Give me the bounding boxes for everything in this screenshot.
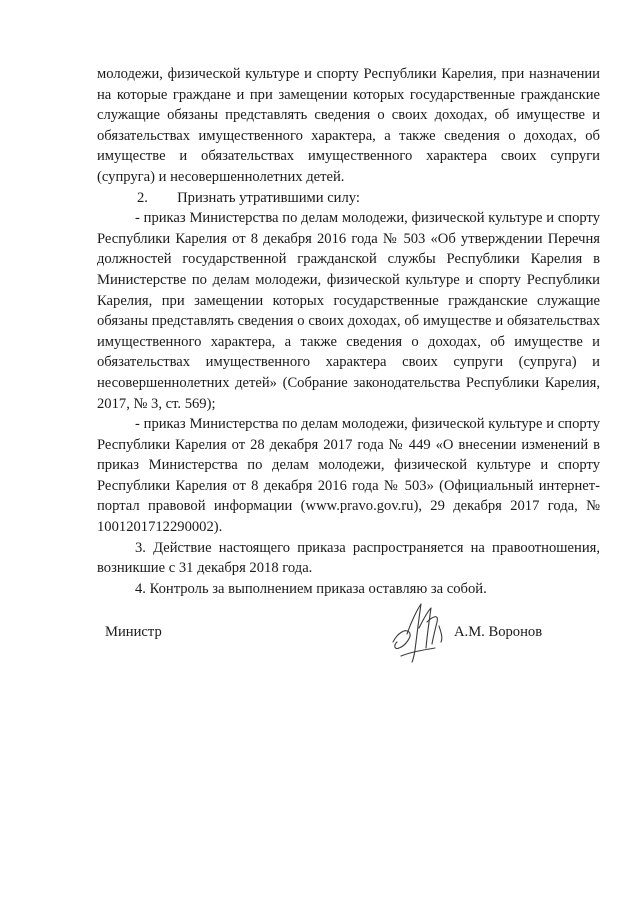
paragraph-order-449: - приказ Министерства по делам молодежи, физической культуре и спорту Республики Карелия от 28 декабря 2017 года № 449 «О внесении изменений в приказ Министерства по делам молодежи, физической культуре и спорту Республики Карелия от 8 декабря 2016 года № 503» (Официальный интернет-портал правовой информации (www.pravo.gov.ru), 29 декабря 2017 года, № 1001201712290002). (97, 416, 600, 536)
paragraph-item-2: 2. Признать утратившими силу: (137, 189, 360, 206)
paragraph-item-4: 4. Контроль за выполнением приказа оставляю за собой. (135, 580, 487, 597)
handwritten-signature (383, 598, 463, 668)
signatory-title: Министр (105, 624, 162, 640)
paragraph-order-503: - приказ Министерства по делам молодежи, физической культуре и спорту Республики Карелия от 8 декабря 2016 года № 503 «Об утверждении Перечня должностей государственной гражданской службы Республики Карелия в Министерстве по делам молодежи, физической культуре и спорту Республики Карелия, при замещении которых государственные гражданские служащие обязаны представлять сведения о своих доходах, об имуществе и обязательствах имущественного характера, а также сведения о доходах, об имуществе и обязательствах имущественного характера своих супруги (супруга) и несовершеннолетних детей» (Собрание законодательства Республики Карелия, 2017, № 3, ст. 569); (97, 210, 600, 412)
document-body (97, 64, 600, 599)
paragraph-item-3: 3. Действие настоящего приказа распространяется на правоотношения, возникшие с 31 декабря 2018 года. (97, 539, 600, 577)
signatory-name: А.М. Воронов (454, 624, 543, 640)
signature-block (97, 620, 600, 680)
paragraph-perechen-continuation: молодежи, физической культуре и спорту Республики Карелия, при назначении на которые граждане и при замещении которых государственные гражданские служащие обязаны представлять сведения о своих доходах, об имуществе и обязательствах имущественного характера, а также сведения о доходах, об имуществе и обязательствах имущественного характера своих супруги (супруга) и несовершеннолетних детей. (97, 66, 600, 185)
